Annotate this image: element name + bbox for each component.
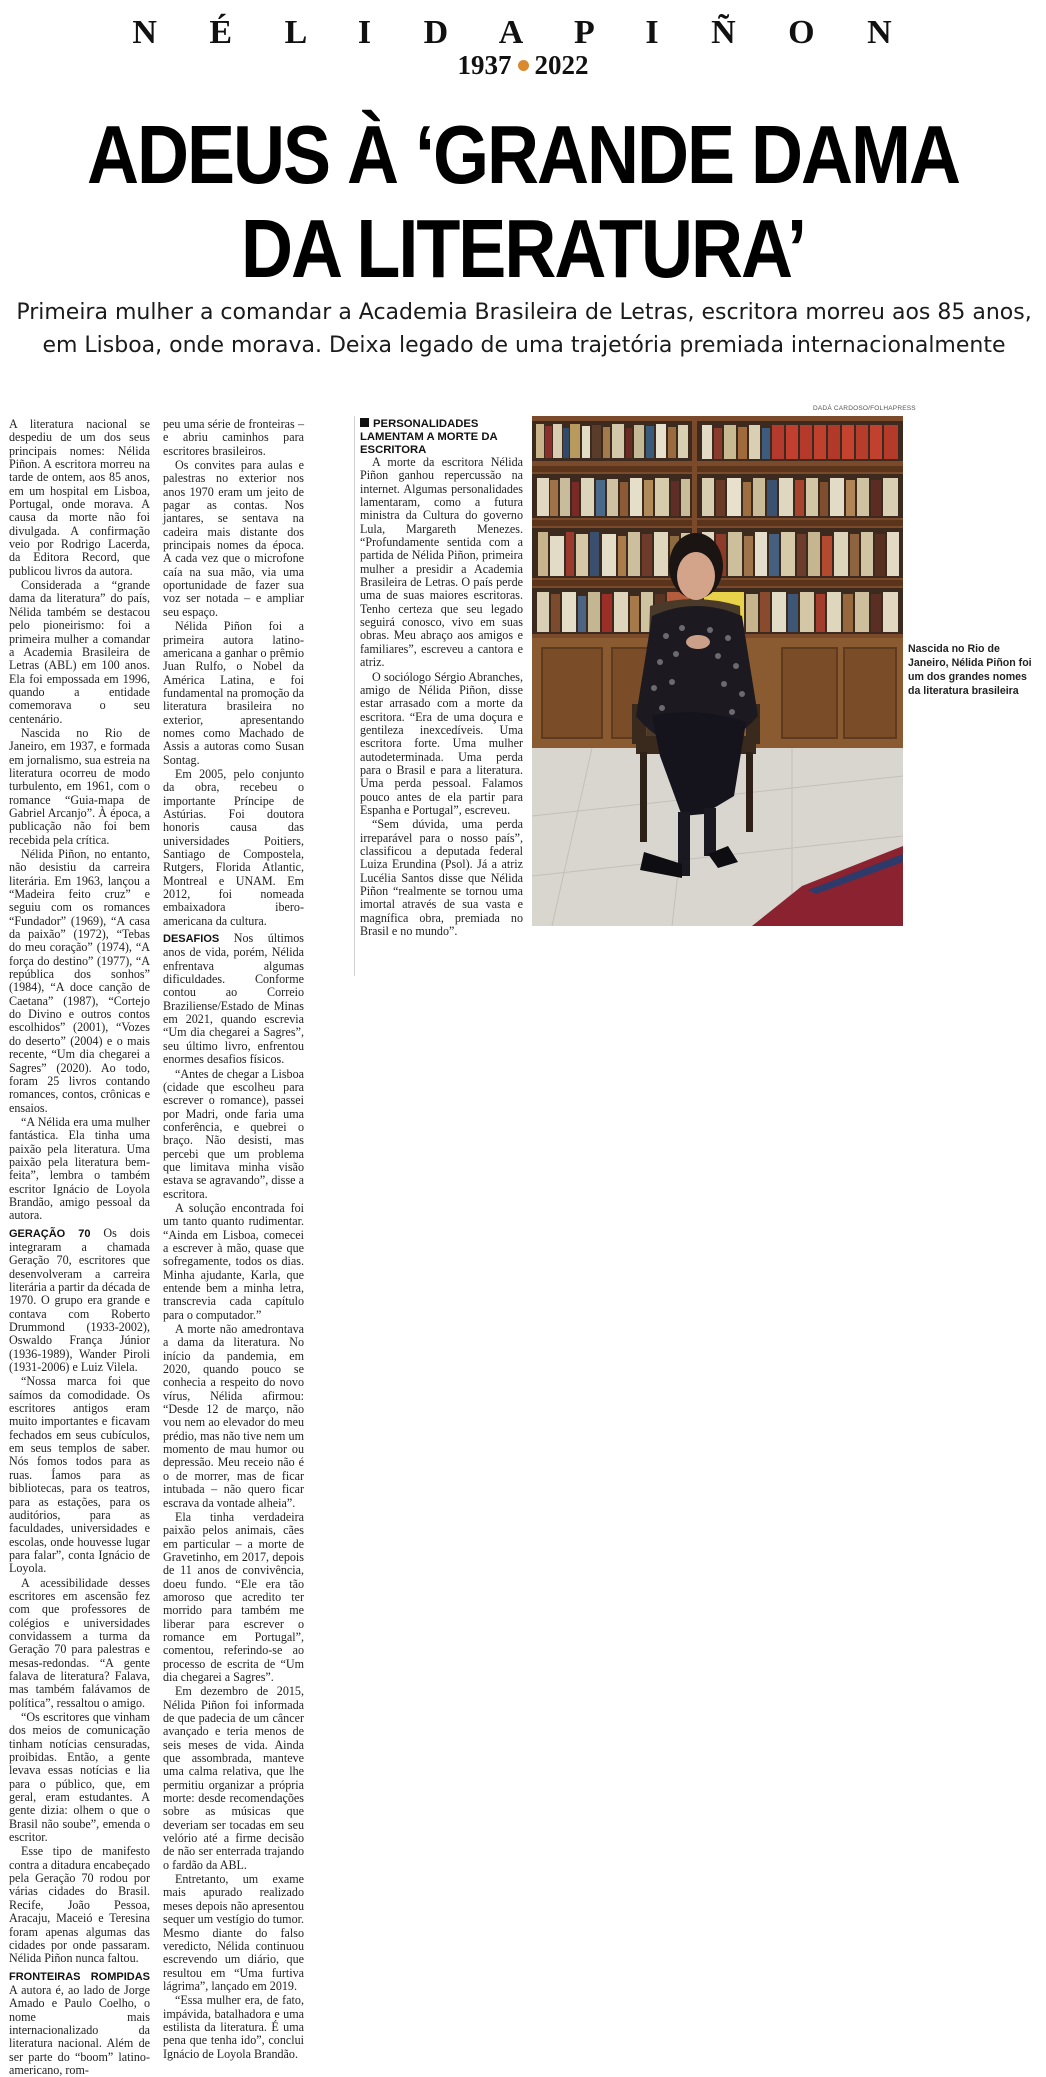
paragraph: Em dezembro de 2015, Nélida Piñon foi informada de que padecia de um câncer avançado e teria menos de seis meses de vida. Ainda que assombrada, manteve uma calma relativa, que lhe permitiu organizar a própria morte: desde recomendações sobre as músicas que deveriam ser tocadas em seu velório até a firme decisão de não ser enterrada trajando o fardão da ABL. — [163, 1684, 304, 1872]
year-birth: 1937 — [457, 50, 512, 80]
column-divider — [354, 416, 355, 976]
paragraph: Ela tinha verdadeira paixão pelos animais, cães em particular – a morte de Gravetinho, em 2017, depois de 11 anos de convivência, doeu fundo. “Ele era tão amoroso que acredito ter morrido para também me liberar para escrever o romance em Portugal”, comentou, referindo-se ao processo de escrita de “Um dia chegarei a Sagres”. — [163, 1509, 304, 1684]
subheading-desafios: DESAFIOS — [163, 933, 220, 946]
paragraph-text: Os dois integraram a chamada Geração 70, escritores que desenvolveram a carreira literária a partir da década de 1970. O grupo era grande e contava com Roberto Drummond (1933-2002), Oswaldo França Júnior (1936-1989), Wander Piroli (1931-2006) e Luiz Vilela. — [9, 1225, 150, 1375]
paragraph: A acessibilidade desses escritores em ascensão fez com que professores de colégios e universidades convidassem a turma da Geração 70 para palestras e mesas-redondas. “A gente falava de literatura? Falava, mas também falávamos de política”, ressaltou o amigo. — [9, 1575, 150, 1710]
sidebar-box-title — [360, 418, 525, 457]
subheading-geracao-70: GERAÇÃO 70 — [9, 1227, 91, 1240]
paragraph: Os convites para aulas e palestras no exterior nos anos 1970 eram um jeito de pagar as contas. Nos jantares, se sentava na cadeira mais distante dos principais nomes da época. A cada vez que o microfone caía na sua mão, via uma oportunidade de fazer sua voz ser notada – e ampliar seu espaço. — [163, 458, 304, 619]
sidebar-title-text: PERSONALIDADES LAMENTAM A MORTE DA ESCRITORA — [360, 418, 498, 456]
portrait-illustration — [532, 416, 903, 926]
paragraph: Esse tipo de manifesto contra a ditadura encabeçado pela Geração 70 rodou por várias cidades do Brasil. Recife, João Pessoa, Aracaju, Maceió e Teresina foram apenas algumas das cidades por onde passaram. Nélida Piñon nunca faltou. — [9, 1844, 150, 1966]
headline — [0, 108, 1046, 297]
paragraph: “Antes de chegar a Lisboa (cidade que escolheu para escrever o romance), passei por Madri, onde faria uma conferência, e quebrei o braço. Não desisti, mas percebi que um problema que limitava minha visão estava se agravando”, disse a escritora. — [163, 1066, 304, 1201]
paragraph: Nascida no Rio de Janeiro, em 1937, e formada em jornalismo, sua estreia na literatura ocorreu de modo turbulento, em 1961, com o romance “Guia-mapa de Gabriel Arcanjo”. À época, a publicação não foi bem recebida pela crítica. — [9, 725, 150, 847]
paragraph: Em 2005, pelo conjunto da obra, recebeu o importante Príncipe de Astúrias. Foi doutora honoris causa das universidades Poitiers, Santiago de Compostela, Rutgers, Florida Atlantic, Montreal e UNAM. Em 2012, foi nomeada embaixadora ibero-americana da cultura. — [163, 766, 304, 928]
headline-line-1: ADEUS À ‘GRANDE DAMA — [86, 109, 960, 202]
life-years — [0, 50, 1046, 81]
portrait-photo — [532, 416, 903, 926]
year-death: 2022 — [534, 50, 589, 80]
paragraph: A morte não amedrontava a dama da literatura. No início da pandemia, em 2020, quando pouco se conhecia a respeito do novo vírus, Nélida afirmou: “Desde 12 de março, não vou nem ao elevador do meu prédio, mas não tive nem um momento de mau humor ou depressão. Meu receio não é o de morrer, mas de ficar intubada – não quero ficar escrava da vontade alheia”. — [163, 1322, 304, 1510]
paragraph: Considerada a “grande dama da literatura” do país, Nélida também se destacou pelo pioneirismo: foi a primeira mulher a comandar a Academia Brasileira de Letras (ABL) em 100 anos. Ela foi empossada em 1996, quando a entidade comemorava o seu centenário. — [9, 578, 150, 726]
paragraph: “Nossa marca foi que saímos da comodidade. Os escritores antigos eram muito importantes e ficavam fechados em seus cubículos, em seus templos de saber. Nós fomos todos para as ruas. Íamos para as bibliotecas, para os teatros, para as estações, para os auditórios, para as faculdades, universidades e escolas, onde houvesse lugar para falar”, conta Ignácio de Loyola. — [9, 1374, 150, 1576]
article-column-1 — [9, 417, 150, 2077]
paragraph: Nélida Piñon, no entanto, não desistiu da carreira literária. Em 1963, lançou a “Madeira feito cruz” e seguiu com os romances “Fundador” (1969), “A casa da paixão” (1972), “Tebas do meu coração” (1974), “A força do destino” (1977), “A república dos sonhos” (1984), “A doce canção de Caetana” (1987), “Cortejo do Divino e outros contos escolhidos” (2001), “Vozes do deserto” (2004) e o mais recente, “Um dia chegarei a Sagres” (2020). Ao todo, foram 25 livros contando romances, contos, crônicas e ensaios. — [9, 847, 150, 1115]
paragraph: peu uma série de fronteiras – e abriu caminhos para escritores brasileiros. — [163, 417, 304, 458]
separator-dot-icon — [518, 60, 529, 71]
paragraph: “Os escritores que vinham dos meios de comunicação tinham notícias censuradas, proibidas. Então, a gente levava essas notícias e lia para o público, que, em geral, eram estudantes. A gente dizia: olhem o que o Brasil não soube”, emenda o escritor. — [9, 1710, 150, 1845]
paragraph: A literatura nacional se despediu de um dos seus principais nomes: Nélida Piñon. A escritora morreu na tarde de ontem, aos 85 anos, em um hospital em Lisboa, Portugal, onde morava. A causa da morte não foi divulgada. A confirmação veio por Rodrigo Lacerda, da Editora Record, que publicou livros da autora. — [9, 417, 150, 578]
photo-caption: Nascida no Rio de Janeiro, Nélida Piñon foi um dos grandes nomes da literatura brasileira — [908, 643, 1032, 697]
paragraph: A morte da escritora Nélida Piñon ganhou repercussão na internet. Algumas personalidades lamentaram, como a futura ministra da Cultura do governo Lula, Margareth Menezes. “Profundamente sentida com a partida de Nélida Piñon, primeira mulher a presidir a Academia Brasileira de Letras. O país perde uma de suas maiores escritoras. Tenho certeza que seu legado seguirá conosco, vivo em suas obras. Meu abraço aos amigos e familiares”, escreveu a cantora e atriz. — [360, 455, 523, 670]
photo-credit: DADÁ CARDOSO/FOLHAPRESS — [813, 405, 916, 412]
paragraph: Entretanto, um exame mais apurado realizado meses depois não apresentou sequer um vestígio do tumor. Mesmo diante do falso veredicto, Nélida continuou escrevendo um diário, que resultou em “Uma furtiva lágrima”, lançado em 2019. — [163, 1872, 304, 1993]
subheading-fronteiras-rompidas: FRONTEIRAS ROMPIDAS — [9, 1970, 150, 1983]
headline-line-2: DA LITERATURA’ — [241, 203, 805, 296]
article-column-2 — [163, 417, 304, 2061]
paragraph: “Sem dúvida, uma perda irreparável para o nosso país”, classificou a deputada federal Luiza Erundina (Psol). Já a atriz Lucélia Santos disse que Nélida Piñon “realmente se tornou uma imortal através de sua vasta e magnífica obra, premiada no Brasil e no mundo”. — [360, 817, 523, 939]
paragraph-text: Nos últimos anos de vida, porém, Nélida enfrentava algumas dificuldades. Conforme contou ao Correio Braziliense/Estado de Minas em 2021, quando escrevia “Um dia chegarei a Sagres”, seu último livro, enfrentou enormes desafios físicos. — [163, 931, 304, 1067]
paragraph-text: A autora é, ao lado de Jorge Amado e Paulo Coelho, o nome mais internacionalizado da literatura nacional. Além de ser parte do “boom” latino-americano, rom- — [9, 1982, 150, 2077]
paragraph: A solução encontrada foi um tanto quanto rudimentar. “Ainda em Lisboa, comecei a escrever à mão, quase que sofregamente, todos os dias. Minha ajudante, Karla, que entende bem a minha letra, transcrevia cada capítulo para o computador.” — [163, 1200, 304, 1322]
paragraph: O sociólogo Sérgio Abranches, amigo de Nélida Piñon, disse estar arrasado com a morte da escritora. “Era de uma doçura e gentileza inexcedíveis. Uma escritora forte. Uma mulher autodeterminada. Uma perda para o Brasil e para a literatura. Uma perda pessoal. Falamos pouco antes de ela partir para Espanha e Portugal”, escreveu. — [360, 669, 523, 817]
subheadline: Primeira mulher a comandar a Academia Brasileira de Letras, escritora morreu aos 85 anos, em Lisboa, onde morava. Deixa legado de uma trajetória premiada internacionalmente — [16, 300, 1032, 358]
kicker-name: N É L I D A P I Ñ O N — [132, 14, 914, 51]
sidebar-box-text — [360, 456, 523, 996]
paragraph: “A Nélida era uma mulher fantástica. Ela tinha uma paixão pela literatura. Uma paixão pela literatura bem-feita”, lembra o também escritor Ignácio de Loyola Brandão, amigo pessoal da autora. — [9, 1114, 150, 1223]
paragraph: “Essa mulher era, de fato, impávida, batalhadora e uma estilista da literatura. É uma pena que tenha ido”, conclui Ignácio de Loyola Brandão. — [163, 1993, 304, 2061]
square-bullet-icon — [360, 418, 369, 427]
paragraph: Nélida Piñon foi a primeira autora latino-americana a ganhar o prêmio Juan Rulfo, o Nobel da América Latina, e foi fundamental na promoção da literatura brasileira no exterior, apresentando nomes como Machado de Assis a autoras como Susan Sontag. — [163, 619, 304, 767]
